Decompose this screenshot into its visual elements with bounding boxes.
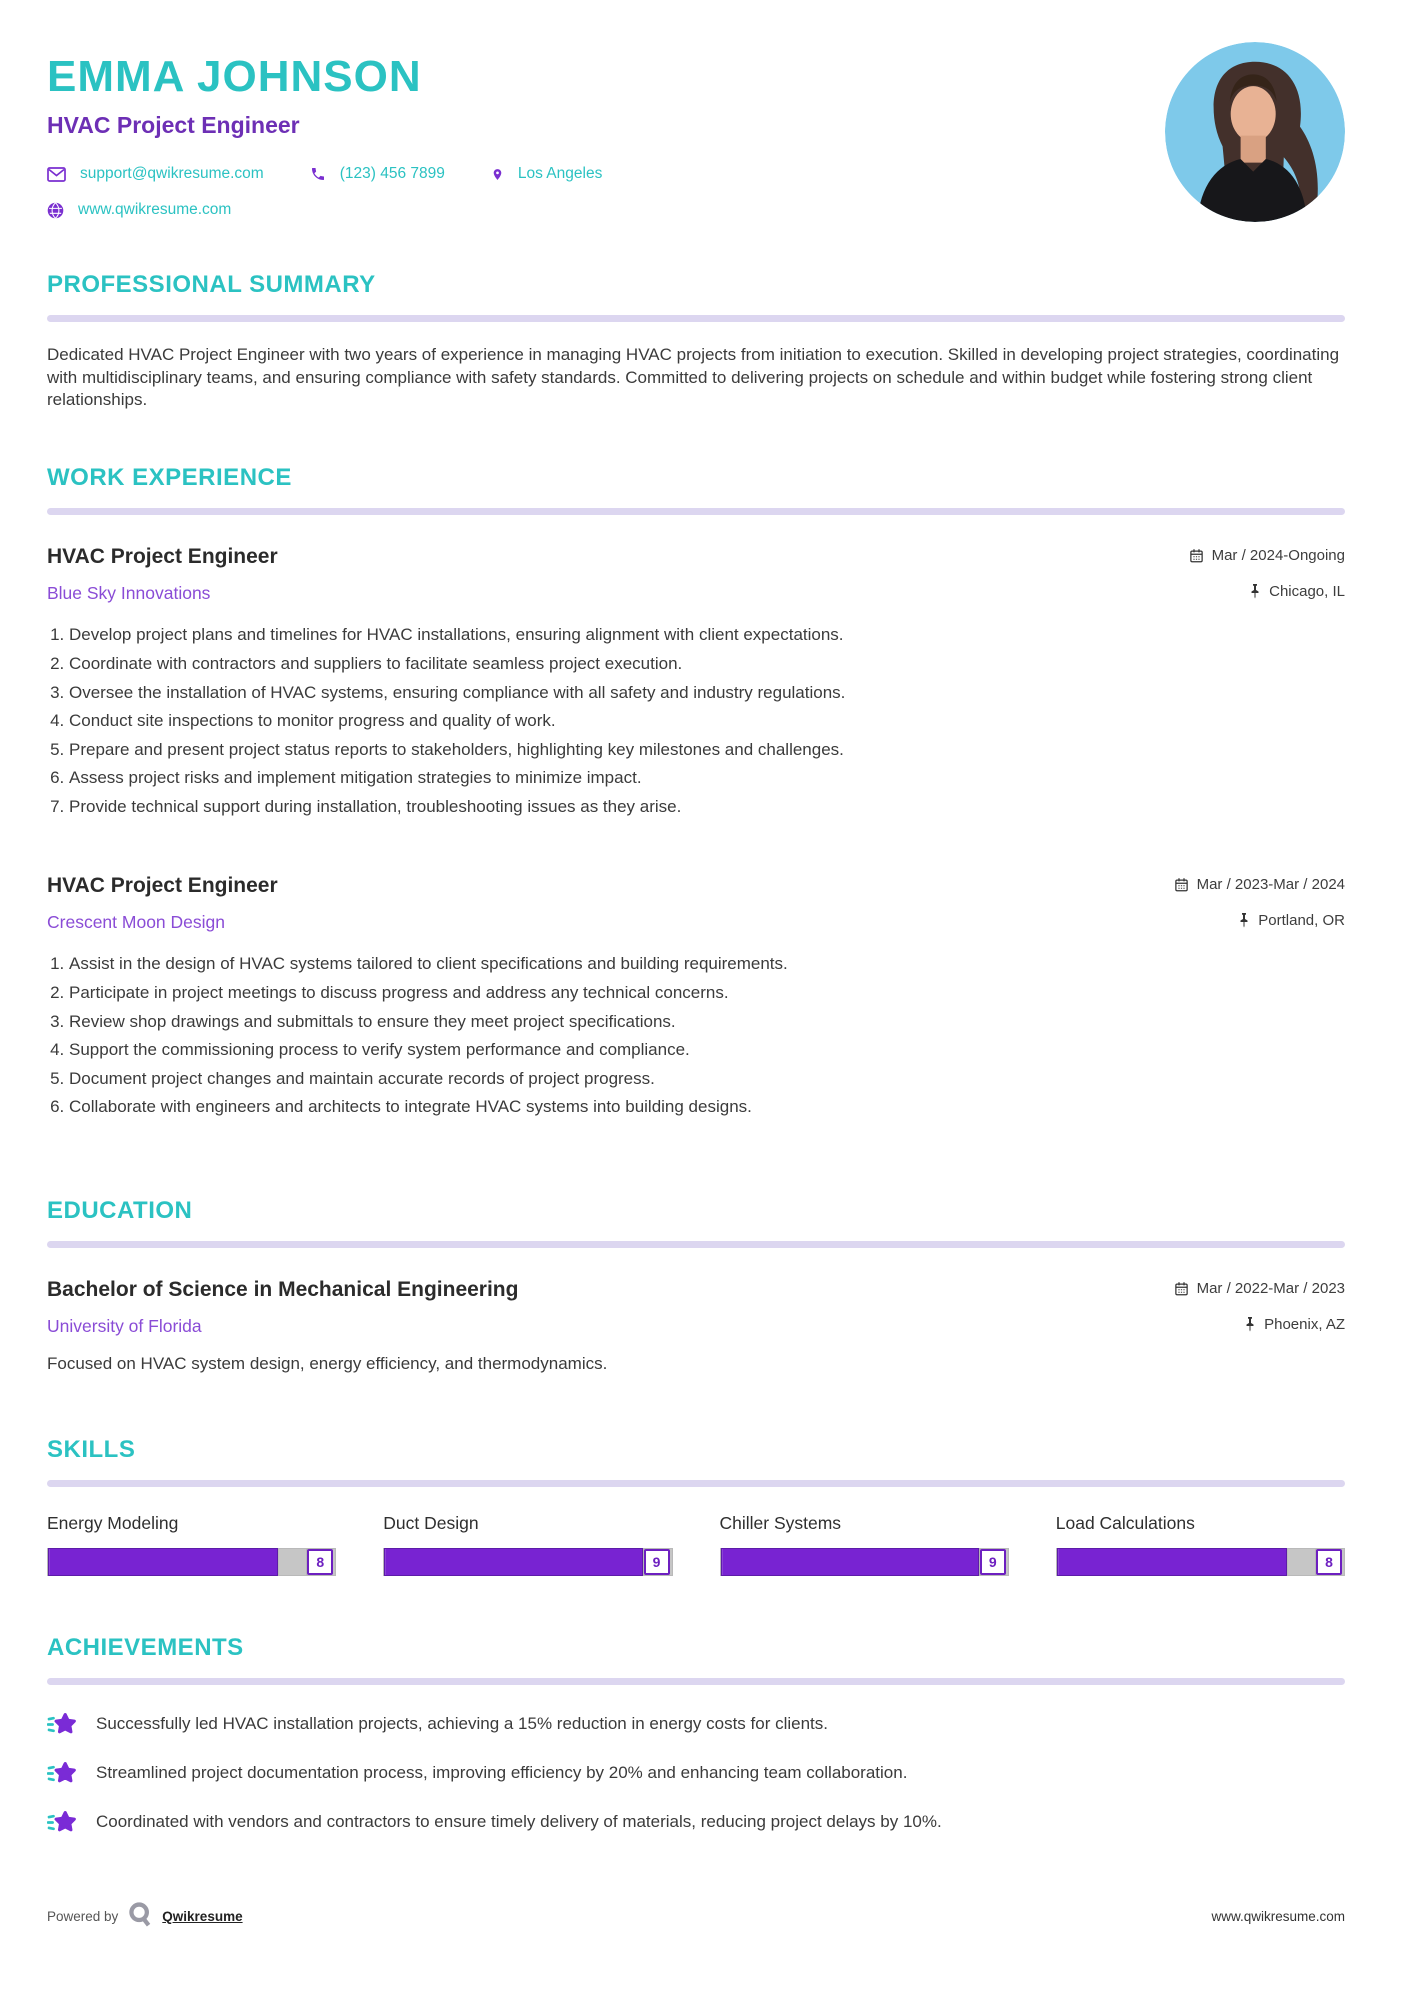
education-location <box>1244 1316 1345 1333</box>
job-bullet: 4. Conduct site inspections to monitor progress and quality of work. <box>69 710 1345 732</box>
calendar-icon <box>1189 548 1204 563</box>
section-divider <box>47 1241 1345 1248</box>
section-work-experience <box>47 464 1345 1119</box>
summary-text: Dedicated HVAC Project Engineer with two years of experience in managing HVAC projects from initiation to execution. Skilled in developing project strategies, coordinating with multidisciplinary teams, and ensuring compliance with safety standards. Committed to delivering projects on schedule and within budget while fostering strong client relationships. <box>47 345 1340 410</box>
email-text: support@qwikresume.com <box>80 165 264 182</box>
skill-level-badge: 8 <box>307 1549 333 1575</box>
skill-bar <box>720 1548 1009 1576</box>
pushpin-icon <box>1244 1316 1256 1332</box>
skill-item <box>1056 1513 1345 1576</box>
job-bullet: 5. Document project changes and maintain accurate records of project progress. <box>69 1068 1345 1090</box>
section-professional-summary <box>47 271 1345 412</box>
job-bullet: 3. Oversee the installation of HVAC systems, ensuring compliance with all safety and industry regulations. <box>69 682 1345 704</box>
job-bullet: 1. Assist in the design of HVAC systems tailored to client specifications and building requirements. <box>69 953 1345 975</box>
achievement-item <box>47 1762 1345 1792</box>
footer-website: www.qwikresume.com <box>1211 1909 1345 1924</box>
skill-name: Chiller Systems <box>719 1512 842 1533</box>
job-bullet: 4. Support the commissioning process to verify system performance and compliance. <box>69 1039 1345 1061</box>
contact-phone[interactable] <box>310 165 445 183</box>
location-text: Los Angeles <box>517 165 603 182</box>
contact-row <box>47 165 1345 183</box>
job-bullet: 6. Collaborate with engineers and architects to integrate HVAC systems into building designs. <box>69 1096 1345 1118</box>
job-title: HVAC Project Engineer <box>47 873 278 897</box>
job-dates <box>1174 876 1345 893</box>
person-name: EMMA JOHNSON <box>47 52 422 101</box>
globe-icon <box>47 202 64 219</box>
skill-bar <box>47 1548 336 1576</box>
contact-website[interactable] <box>47 201 231 219</box>
skill-name: Energy Modeling <box>47 1512 179 1533</box>
job-location-text: Portland, OR <box>1258 911 1345 929</box>
skill-bar-fill <box>721 1548 980 1576</box>
pushpin-icon <box>1249 583 1261 599</box>
skill-name: Load Calculations <box>1055 1512 1195 1533</box>
star-badge-icon <box>47 1760 78 1792</box>
website-text: www.qwikresume.com <box>78 201 232 218</box>
achievement-text: Successfully led HVAC installation projects, achieving a 15% reduction in energy costs for clients. <box>96 1713 828 1733</box>
section-divider <box>47 1480 1345 1487</box>
job-bullet: 5. Prepare and present project status reports to stakeholders, highlighting key milestones and challenges. <box>69 739 1345 761</box>
profile-photo-graphic <box>1165 42 1345 222</box>
job-title: HVAC Project Engineer <box>47 544 278 568</box>
job-bullet: 2. Coordinate with contractors and suppliers to facilitate seamless project execution. <box>69 653 1345 675</box>
skill-bar-fill <box>384 1548 643 1576</box>
location-pin-icon <box>491 166 504 183</box>
skill-level-badge: 9 <box>644 1549 670 1575</box>
section-divider <box>47 315 1345 322</box>
education-dates-text: Mar / 2022-Mar / 2023 <box>1196 1279 1345 1297</box>
section-divider <box>47 508 1345 515</box>
star-badge-icon <box>47 1711 78 1743</box>
skill-bar-fill <box>48 1548 278 1576</box>
education-location-text: Phoenix, AZ <box>1264 1315 1345 1333</box>
degree-title: Bachelor of Science in Mechanical Engineering <box>47 1277 519 1301</box>
skill-item <box>383 1513 672 1576</box>
section-education <box>47 1197 1345 1376</box>
job-bullet: 1. Develop project plans and timelines for HVAC installations, ensuring alignment with client expectations. <box>69 624 1345 646</box>
skill-name: Duct Design <box>383 1512 479 1533</box>
section-skills <box>47 1436 1345 1576</box>
job-entry <box>47 545 1345 818</box>
achievements-list <box>47 1713 1345 1841</box>
education-entry <box>47 1278 1345 1376</box>
section-divider <box>47 1678 1345 1685</box>
qwikresume-logo-icon <box>128 1901 152 1932</box>
phone-icon <box>310 166 326 182</box>
skill-item <box>720 1513 1009 1576</box>
skills-grid <box>47 1513 1345 1576</box>
skill-bar <box>1056 1548 1345 1576</box>
footer <box>47 1901 1345 1932</box>
achievement-text: Coordinated with vendors and contractors to ensure timely delivery of materials, reducing project delays by 10%. <box>96 1811 942 1831</box>
job-location <box>1238 912 1345 929</box>
profile-photo <box>1165 42 1345 222</box>
header <box>47 52 1345 219</box>
skill-level-badge: 8 <box>1316 1549 1342 1575</box>
star-badge-icon <box>47 1809 78 1841</box>
job-location-text: Chicago, IL <box>1269 582 1345 600</box>
phone-text: (123) 456 7899 <box>339 165 445 182</box>
person-job-title: HVAC Project Engineer <box>47 112 300 138</box>
achievement-text: Streamlined project documentation process, improving efficiency by 20% and enhancing team collaboration. <box>96 1762 908 1782</box>
job-bullet-list <box>47 624 1345 818</box>
job-dates <box>1189 547 1345 564</box>
calendar-icon <box>1174 877 1189 892</box>
school-name: University of Florida <box>47 1316 202 1337</box>
job-bullet: 6. Assess project risks and implement mitigation strategies to minimize impact. <box>69 767 1345 789</box>
work-heading: WORK EXPERIENCE <box>47 463 292 491</box>
education-dates <box>1174 1280 1345 1297</box>
skill-bar <box>383 1548 672 1576</box>
powered-by-label: Powered by <box>47 1909 119 1924</box>
job-dates-text: Mar / 2024-Ongoing <box>1211 546 1345 564</box>
job-entry <box>47 874 1345 1119</box>
contact-email[interactable] <box>47 165 264 183</box>
skill-bar-fill <box>1057 1548 1287 1576</box>
section-achievements <box>47 1634 1345 1841</box>
job-bullet-list <box>47 953 1345 1118</box>
achievements-heading: ACHIEVEMENTS <box>47 1633 244 1661</box>
email-icon <box>47 167 66 182</box>
job-dates-text: Mar / 2023-Mar / 2024 <box>1196 875 1345 893</box>
job-company: Crescent Moon Design <box>47 912 225 933</box>
contact-location <box>491 165 602 183</box>
achievement-item <box>47 1713 1345 1743</box>
education-heading: EDUCATION <box>47 1196 193 1224</box>
pushpin-icon <box>1238 912 1250 928</box>
qwikresume-brand-link[interactable]: Qwikresume <box>162 1909 243 1924</box>
job-location <box>1249 583 1345 600</box>
job-bullet: 7. Provide technical support during installation, troubleshooting issues as they arise. <box>69 796 1345 818</box>
skills-heading: SKILLS <box>47 1435 136 1463</box>
job-bullet: 3. Review shop drawings and submittals to ensure they meet project specifications. <box>69 1011 1345 1033</box>
calendar-icon <box>1174 1281 1189 1296</box>
job-company: Blue Sky Innovations <box>47 583 211 604</box>
education-description: Focused on HVAC system design, energy efficiency, and thermodynamics. <box>47 1354 608 1374</box>
skill-item <box>47 1513 336 1576</box>
skill-level-badge: 9 <box>980 1549 1006 1575</box>
website-row <box>47 201 1345 219</box>
job-bullet: 2. Participate in project meetings to discuss progress and address any technical concerns. <box>69 982 1345 1004</box>
summary-heading: PROFESSIONAL SUMMARY <box>47 271 376 298</box>
achievement-item <box>47 1811 1345 1841</box>
